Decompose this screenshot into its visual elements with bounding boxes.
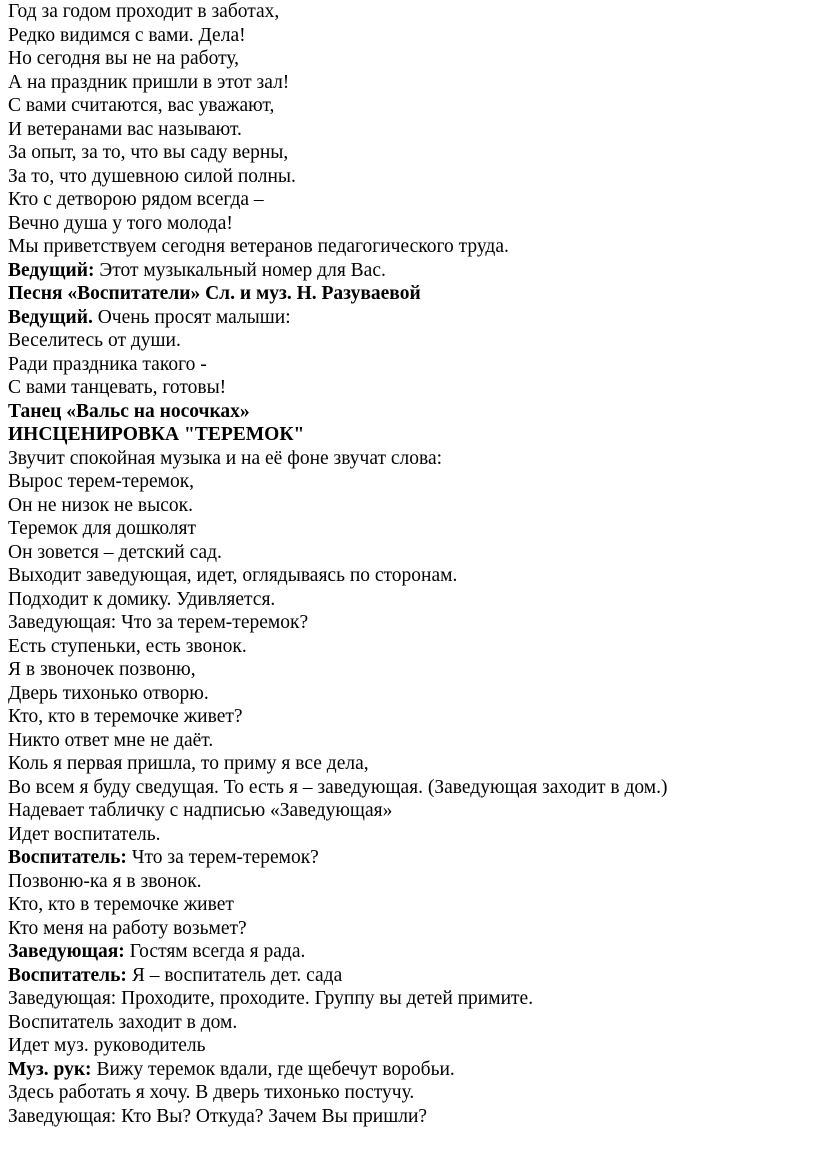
text-line (8, 447, 808, 471)
line-text: Ради праздника такого - (8, 353, 207, 375)
line-text: Здесь работать я хочу. В дверь тихонько постучу. (8, 1082, 415, 1103)
line-text: Подходит к домику. Удивляется. (8, 588, 276, 610)
line-text: С вами считаются, вас уважают, (8, 95, 275, 116)
text-line (8, 71, 808, 95)
text-line (8, 635, 808, 659)
text-line (8, 799, 808, 823)
text-line (8, 141, 808, 165)
line-text: Дверь тихонько отворю. (8, 682, 209, 704)
text-line (8, 517, 808, 541)
line-text: Год за годом проходит в заботах, (8, 1, 280, 22)
text-line (8, 1011, 808, 1035)
text-line (8, 940, 808, 964)
line-text: Но сегодня вы не на работу, (8, 48, 240, 69)
line-text: Заведующая: Что за терем-теремок? (8, 612, 309, 633)
line-text: Этот музыкальный номер для Вас. (94, 259, 386, 281)
text-line (8, 494, 808, 518)
text-line (8, 1034, 808, 1058)
text-line (8, 0, 808, 24)
line-text: Коль я первая пришла, то приму я все дела, (8, 753, 369, 774)
text-line (8, 564, 808, 588)
text-line (8, 470, 808, 494)
line-text: Я в звоночек позвоню, (8, 659, 196, 680)
line-text: Мы приветствуем сегодня ветеранов педагогического труда. (8, 236, 509, 257)
text-line (8, 705, 808, 729)
bold-label: Заведующая: (8, 941, 125, 962)
line-text: Очень просят малыши: (92, 306, 291, 328)
text-line (8, 259, 808, 283)
text-line (8, 353, 808, 377)
line-text: Он не низок не высок. (8, 494, 193, 516)
text-line (8, 1105, 808, 1129)
line-text: Вырос терем-теремок, (8, 471, 195, 492)
line-text: Заведующая: Проходите, проходите. Группу вы детей примите. (8, 988, 534, 1009)
line-text: Выходит заведующая, идет, оглядываясь по сторонам. (8, 565, 458, 586)
text-line (8, 188, 808, 212)
text-line (8, 329, 808, 353)
bold-label: Танец «Вальс на носочках» (8, 400, 250, 422)
text-line (8, 823, 808, 847)
text-line (8, 729, 808, 753)
line-text: Кто, кто в теремочке живет (8, 894, 234, 915)
text-line (8, 235, 808, 259)
text-line (8, 94, 808, 118)
line-text: Надевает табличку с надписью «Заведующая» (8, 800, 393, 821)
line-text: Заведующая: Кто Вы? Откуда? Зачем Вы пришли? (8, 1105, 428, 1127)
text-line (8, 212, 808, 236)
text-line (8, 964, 808, 988)
text-line (8, 846, 808, 870)
bold-label: Ведущий: (8, 259, 95, 281)
line-text: Что за терем-теремок? (126, 847, 319, 868)
line-text: Кто, кто в теремочке живет? (8, 706, 243, 727)
bold-label: Воспитатель: (8, 964, 127, 986)
bold-label: Ведущий. (8, 306, 93, 328)
text-line (8, 541, 808, 565)
line-text: Кто меня на работу возьмет? (8, 917, 247, 939)
line-text: За опыт, за то, что вы саду верны, (8, 142, 289, 163)
text-line (8, 306, 808, 330)
text-line (8, 870, 808, 894)
bold-label: Муз. рук: (8, 1058, 92, 1080)
text-line (8, 588, 808, 612)
text-line (8, 282, 808, 306)
text-line (8, 400, 808, 424)
text-line (8, 47, 808, 71)
line-text: Звучит спокойная музыка и на её фоне звучат слова: (8, 447, 443, 469)
line-text: Гостям всегда я рада. (124, 941, 306, 962)
line-text: Никто ответ мне не даёт. (8, 729, 214, 751)
text-line (8, 893, 808, 917)
text-line (8, 1081, 808, 1105)
line-text: Идет муз. руководитель (8, 1035, 206, 1056)
text-line (8, 987, 808, 1011)
line-text: Веселитесь от души. (8, 330, 181, 351)
text-line (8, 752, 808, 776)
line-text: Теремок для дошколят (8, 518, 197, 539)
bold-label: ИНСЦЕНИРОВКА "ТЕРЕМОК" (8, 424, 305, 445)
text-line (8, 376, 808, 400)
document-text (8, 0, 808, 1128)
text-line (8, 423, 808, 447)
text-line (8, 611, 808, 635)
line-text: Во всем я буду сведущая. То есть я – заведующая. (Заведующая заходит в дом.) (8, 776, 668, 798)
bold-label: Воспитатель: (8, 847, 127, 868)
text-line (8, 1058, 808, 1082)
text-line (8, 165, 808, 189)
line-text: С вами танцевать, готовы! (8, 377, 227, 398)
line-text: Я – воспитатель дет. сада (126, 964, 343, 986)
line-text: Есть ступеньки, есть звонок. (8, 635, 247, 657)
line-text: И ветеранами вас называют. (8, 118, 242, 140)
line-text: А на праздник пришли в этот зал! (8, 71, 290, 93)
text-line (8, 118, 808, 142)
line-text: Позвоню-ка я в звонок. (8, 870, 202, 892)
line-text: Вечно душа у того молода! (8, 212, 233, 234)
line-text: Он зовется – детский сад. (8, 541, 222, 563)
line-text: Воспитатель заходит в дом. (8, 1011, 238, 1033)
line-text: За то, что душевною силой полны. (8, 165, 296, 187)
text-line (8, 776, 808, 800)
text-line (8, 24, 808, 48)
line-text: Кто с детворою рядом всегда – (8, 189, 264, 210)
text-line (8, 658, 808, 682)
text-line (8, 917, 808, 941)
line-text: Идет воспитатель. (8, 823, 161, 845)
bold-label: Песня «Воспитатели» Сл. и муз. Н. Разуваевой (8, 283, 421, 304)
text-line (8, 682, 808, 706)
line-text: Редко видимся с вами. Дела! (8, 24, 246, 46)
line-text: Вижу теремок вдали, где щебечут воробьи. (91, 1058, 455, 1080)
